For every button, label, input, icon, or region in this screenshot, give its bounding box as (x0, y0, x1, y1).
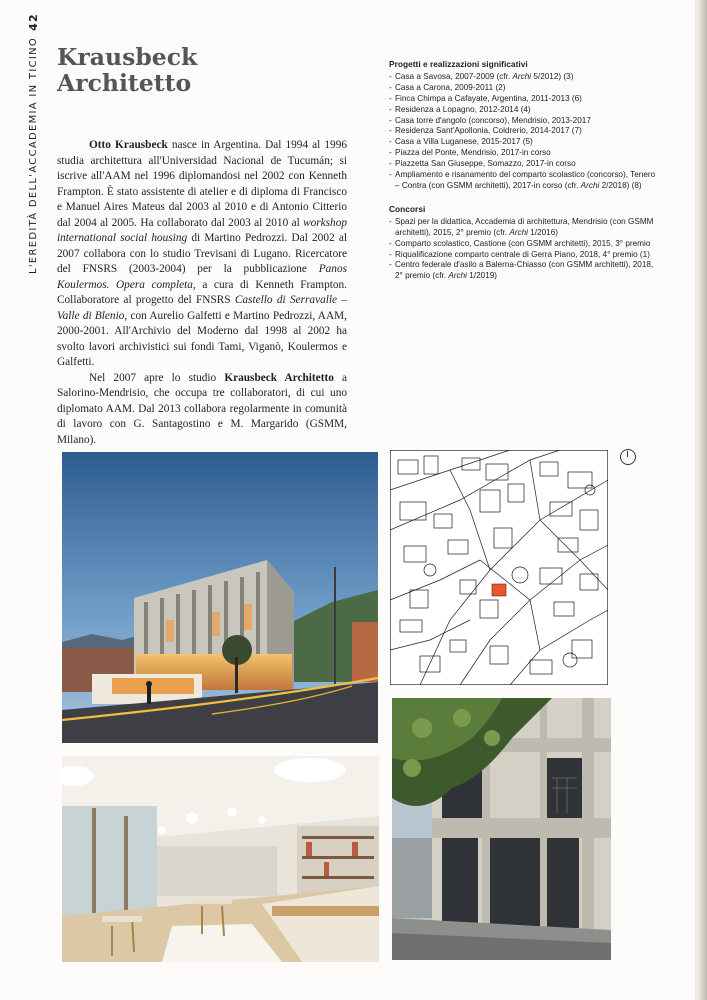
bio-text: di Martino Pedrozzi. Dal 2002 al 2007 collabora con lo studio Trevisani di Lugano. Ricercatore del FNSRS (2003-2004) per la pubblicazione (57, 232, 347, 275)
facade-detail-photo (392, 698, 611, 960)
competition-item: - Comparto scolastico, Castione (con GSMM architetti), 2015, 3° premio (389, 239, 657, 250)
page-number: 42 (26, 13, 40, 31)
project-item: - Piazzetta San Giuseppe, Somazzo, 2017-in corso (389, 159, 657, 170)
bio-paragraph-2 (57, 371, 347, 449)
project-item: - Casa a Savosa, 2007-2009 (cfr. Archi 5/2012) (3) (389, 72, 657, 83)
running-head-text: L'EREDITÀ DELL'ACCADEMIA IN TICINO (27, 36, 39, 274)
architect-name: Otto Krausbeck (89, 139, 168, 151)
competition-item: - Centro federale d'asilo a Balerna-Chiasso (con GSMM architetti), 2018, 2° premio (cfr. Archi 1/2019) (389, 260, 657, 282)
bio-text: nasce in Argentina. Dal 1994 al 1996 studia architettura all'Universidad Nacional de Tucumán; si iscrive all'AAM nel 1996 diplomandosi nel 2002 con Kenneth Frampton. È stato assistente di atelier e di diploma di Francisco e Manuel Aires Mateus dal 2003 al 2010 e di Antonio Citterio dal 2004 al 2005. Ha collaborato dal 2003 al 2010 al (57, 139, 347, 229)
bio-text: Nel 2007 apre lo studio (89, 371, 225, 384)
running-head (25, 13, 41, 274)
title-line-2: Architetto (57, 69, 192, 97)
bio-emphasis: Castello di Serravalle – Valle di Blenio (57, 294, 347, 322)
bio-text: , con Aurelio Galfetti e Martino Pedrozzi, AAM, 2000-2001. All'Archivio del Moderno dal 1998 al 2002 ha svolto lavori archivistici sui fondi Tami, Viganò, Koulermos e Galfetti. (57, 309, 347, 368)
bio-emphasis: workshop international social housing (57, 216, 347, 244)
project-item: - Piazza del Ponte, Mendrisio, 2017-in corso (389, 148, 657, 159)
biography (57, 138, 347, 448)
project-item: - Finca Chimpa a Cafayate, Argentina, 2011-2013 (6) (389, 94, 657, 105)
bio-emphasis: Panos Koulermos. Opera completa (57, 263, 347, 291)
side-column (389, 59, 657, 282)
exterior-dusk-photo (62, 452, 378, 743)
book-spine (699, 0, 707, 1000)
project-item: - Casa torre d'angolo (concorso), Mendrisio, 2013-2017 (389, 116, 657, 127)
project-item: - Residenza Sant'Apollonia, Coldrerio, 2014-2017 (7) (389, 126, 657, 137)
page-title (57, 44, 277, 96)
site-highlight (492, 584, 506, 596)
bio-text: , a cura di Kenneth Frampton. Collaboratore al progetto del FNSRS (57, 278, 347, 306)
bio-text: a Salorino-Mendrisio, che occupa tre collaboratori, di cui uno diplomato AAM. Dal 2013 collabora regolarmente in comunità di lavoro con G. Santagostino e M. Margarido (GSMM, Milano). (57, 371, 347, 446)
projects-list (389, 72, 657, 192)
competitions-heading: Concorsi (389, 203, 426, 214)
site-plan-drawing (390, 450, 608, 685)
competition-item: - Riqualificazione comparto centrale di Gerra Piano, 2018, 4° premio (1) (389, 250, 657, 261)
north-arrow-icon (620, 449, 636, 465)
project-item: - Casa a Carona, 2009-2011 (2) (389, 83, 657, 94)
bio-paragraph-1 (57, 138, 347, 371)
project-item: - Ampliamento e risanamento del comparto scolastico (concorso), Tenero – Contra (con GSMM architetti), 2017-in corso (cfr. Archi 2/2018) (8) (389, 170, 657, 192)
projects-heading: Progetti e realizzazioni significativi (389, 59, 528, 69)
competition-item: - Spazi per la didattica, Accademia di architettura, Mendrisio (con GSMM architetti), 2015, 2° premio (cfr. Archi 1/2016) (389, 217, 657, 239)
studio-name: Krausbeck Architetto (224, 371, 334, 384)
interior-library-photo (62, 756, 379, 962)
competitions-list (389, 217, 657, 282)
project-item: - Casa a Villa Luganese, 2015-2017 (5) (389, 137, 657, 148)
project-item: - Residenza a Lopagno, 2012-2014 (4) (389, 105, 657, 116)
title-line-1: Krausbeck (57, 43, 198, 71)
